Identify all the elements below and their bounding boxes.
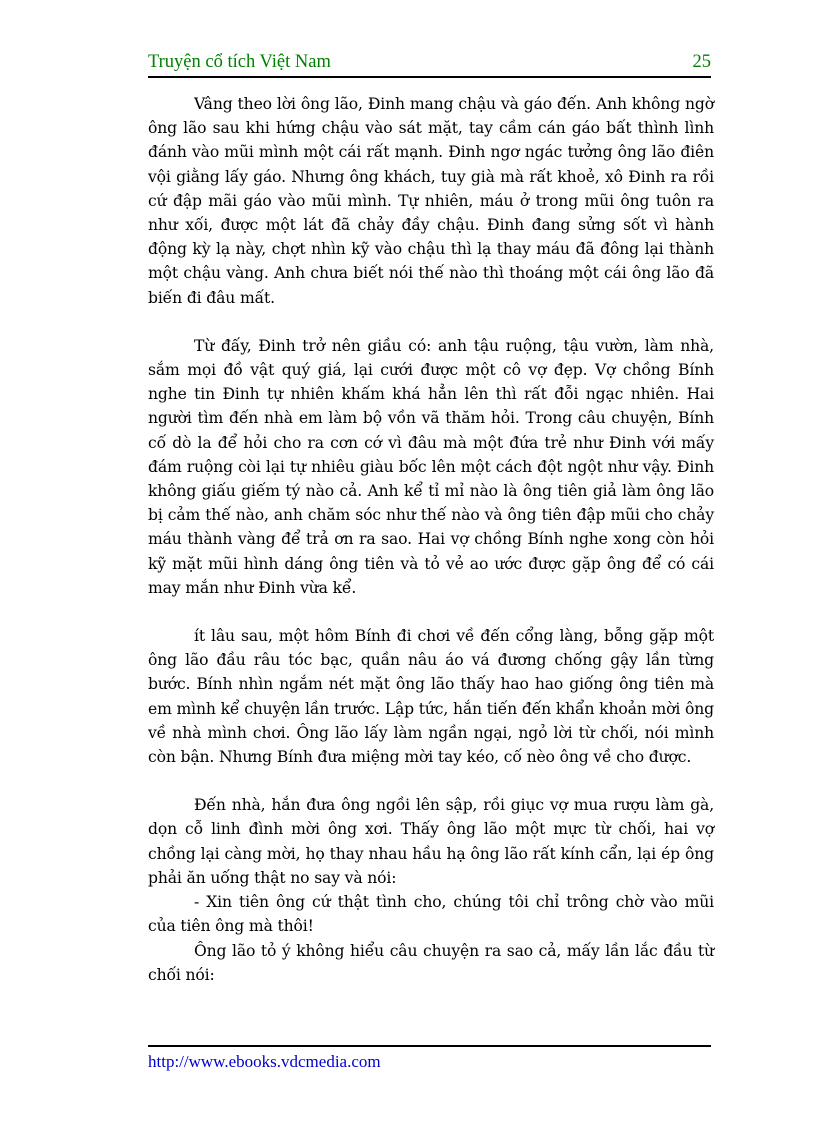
footer-url-link[interactable]: http://www.ebooks.vdcmedia.com (148, 1052, 381, 1071)
book-title: Truyện cổ tích Việt Nam (148, 52, 331, 72)
running-header (148, 52, 711, 78)
paragraph: ít lâu sau, một hôm Bính đi chơi về đến cổng làng, bỗng gặp một ông lão đầu râu tóc bạc, quần nâu áo vá đương chống gậy lần từng bước. Bính nhìn ngắm nét mặt ông lão thấy hao hao giống ông tiên mà em mình kể chuyện lần trước. Lập tức, hắn tiến đến khẩn khoản mời ông về nhà mình chơi. Ông lão lấy làm ngần ngại, ngỏ lời từ chối, nói mình còn bận. Nhưng Bính đưa miệng mời tay kéo, cố nèo ông về cho được. (148, 627, 714, 767)
paragraph: Từ đấy, Đinh trở nên giầu có: anh tậu ruộng, tậu vườn, làm nhà, sắm mọi đồ vật quý giá, lại cưới được một cô vợ đẹp. Vợ chồng Bính nghe tin Đinh tự nhiên khấm khá hẳn lên thì rất đỗi ngạc nhiên. Hai người tìm đến nhà em làm bộ vồn vã thăm hỏi. Trong câu chuyện, Bính cố dò la để hỏi cho ra cơn cớ vì đâu mà một đứa trẻ như Đinh với mấy đám ruộng còi lại tự nhiêu giàu bốc lên một cách đột ngột như vậy. Đinh không giấu giếm tý nào cả. Anh kể tỉ mỉ nào là ông tiên giả làm ông lão bị cảm thế nào, anh chăm sóc như thế nào và ông tiên đập mũi cho chảy máu thành vàng để trả ơn ra sao. Hai vợ chồng Bính nghe xong còn hỏi kỹ mặt mũi hình dáng ông tiên và tỏ vẻ ao ước được gặp ông để có cái may mắn như Đinh vừa kể. (148, 336, 714, 597)
page-number: 25 (692, 52, 711, 72)
paragraph: Đến nhà, hắn đưa ông ngồi lên sập, rồi giục vợ mua rượu làm gà, dọn cỗ linh đình mời ông xơi. Thấy ông lão một mực từ chối, hai vợ chồng lại càng mời, họ thay nhau hầu hạ ông lão rất kính cẩn, lại ép ông phải ăn uống thật no say và nói: (148, 796, 714, 887)
dialogue-line: - Xin tiên ông cứ thật tình cho, chúng tôi chỉ trông chờ vào mũi của tiên ông mà thôi! (148, 893, 714, 936)
footer-divider (148, 1045, 711, 1047)
page-body (148, 92, 714, 987)
paragraph: Ông lão tỏ ý không hiểu câu chuyện ra sao cả, mấy lần lắc đầu từ chối nói: (148, 941, 714, 984)
paragraph: Vâng theo lời ông lão, Đinh mang chậu và gáo đến. Anh không ngờ ông lão sau khi hứng chậu vào sát mặt, tay cầm cán gáo bất thình lình đánh vào mũi mình một cái rất mạnh. Đinh ngơ ngác tưởng ông lão điên vội giằng lấy gáo. Nhưng ông khách, tuy già mà rất khoẻ, xô Đinh ra rồi cứ đập mãi gáo vào mũi mình. Tự nhiên, máu ở trong mũi ông tuôn ra như xối, được một lát đã chảy đầy chậu. Đinh đang sửng sốt vì hành động kỳ lạ này, chợt nhìn kỹ vào chậu thì lạ thay máu đã đông lại thành một chậu vàng. Anh chưa biết nói thế nào thì thoáng một cái ông lão đã biến đi đâu mất. (148, 95, 714, 307)
